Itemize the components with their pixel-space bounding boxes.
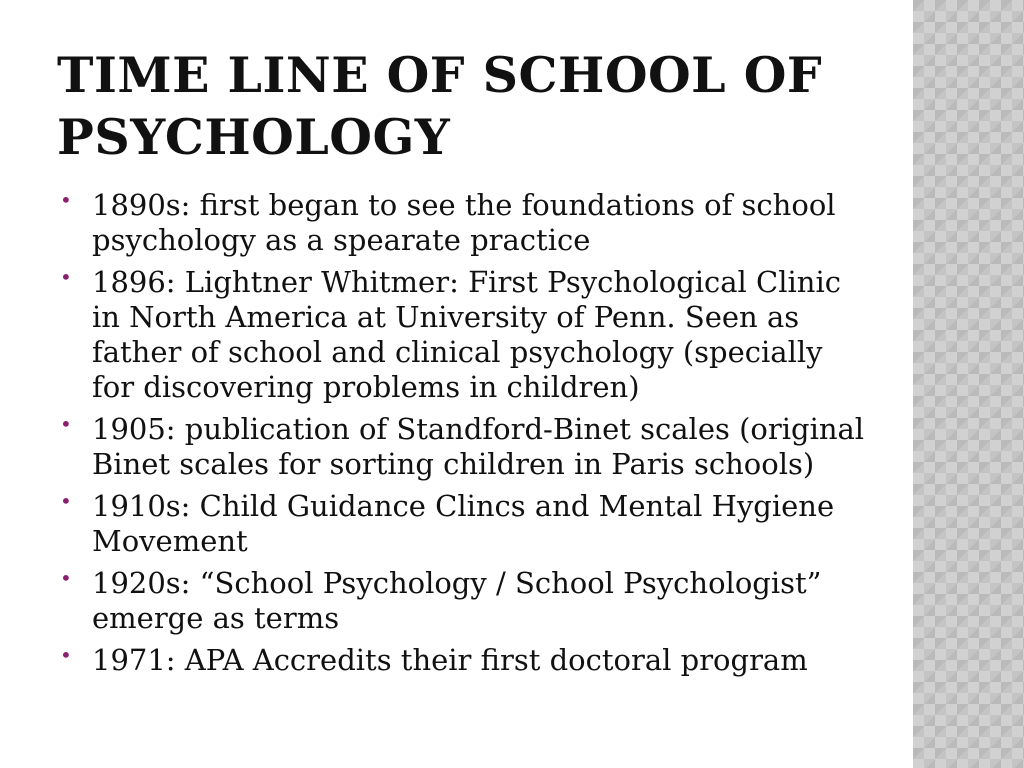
- bullet-text: 1905: publication of Standford-Binet scales (original Binet scales for sorting children in Paris schools): [92, 412, 865, 481]
- bullet-icon: •: [60, 566, 72, 590]
- bullet-text: 1971: APA Accredits their first doctoral program: [92, 643, 808, 677]
- bullet-item: [60, 489, 870, 559]
- bullet-item: [60, 643, 870, 678]
- bullet-icon: •: [60, 188, 72, 212]
- bullet-item: [60, 412, 870, 482]
- bullet-text: 1910s: Child Guidance Clincs and Mental Hygiene Movement: [92, 489, 835, 558]
- decorative-side-panel: [913, 0, 1024, 768]
- slide-title: TIME LINE OF SCHOOL OF PSYCHOLOGY: [57, 46, 823, 166]
- bullet-icon: •: [60, 265, 72, 289]
- bullet-item: [60, 265, 870, 405]
- bullet-icon: •: [60, 489, 72, 513]
- bullet-icon: •: [60, 412, 72, 436]
- bullet-icon: •: [60, 643, 72, 667]
- bullet-text: 1920s: “School Psychology / School Psychologist” emerge as terms: [92, 566, 822, 635]
- bullet-item: [60, 188, 870, 258]
- bullet-item: [60, 566, 870, 636]
- bullet-list: [60, 188, 870, 685]
- bullet-text: 1890s: first began to see the foundations of school psychology as a spearate practice: [92, 188, 836, 257]
- bullet-text: 1896: Lightner Whitmer: First Psychological Clinic in North America at University of Penn. Seen as father of school and clinical psychology (specially for discovering problems in children): [92, 265, 841, 404]
